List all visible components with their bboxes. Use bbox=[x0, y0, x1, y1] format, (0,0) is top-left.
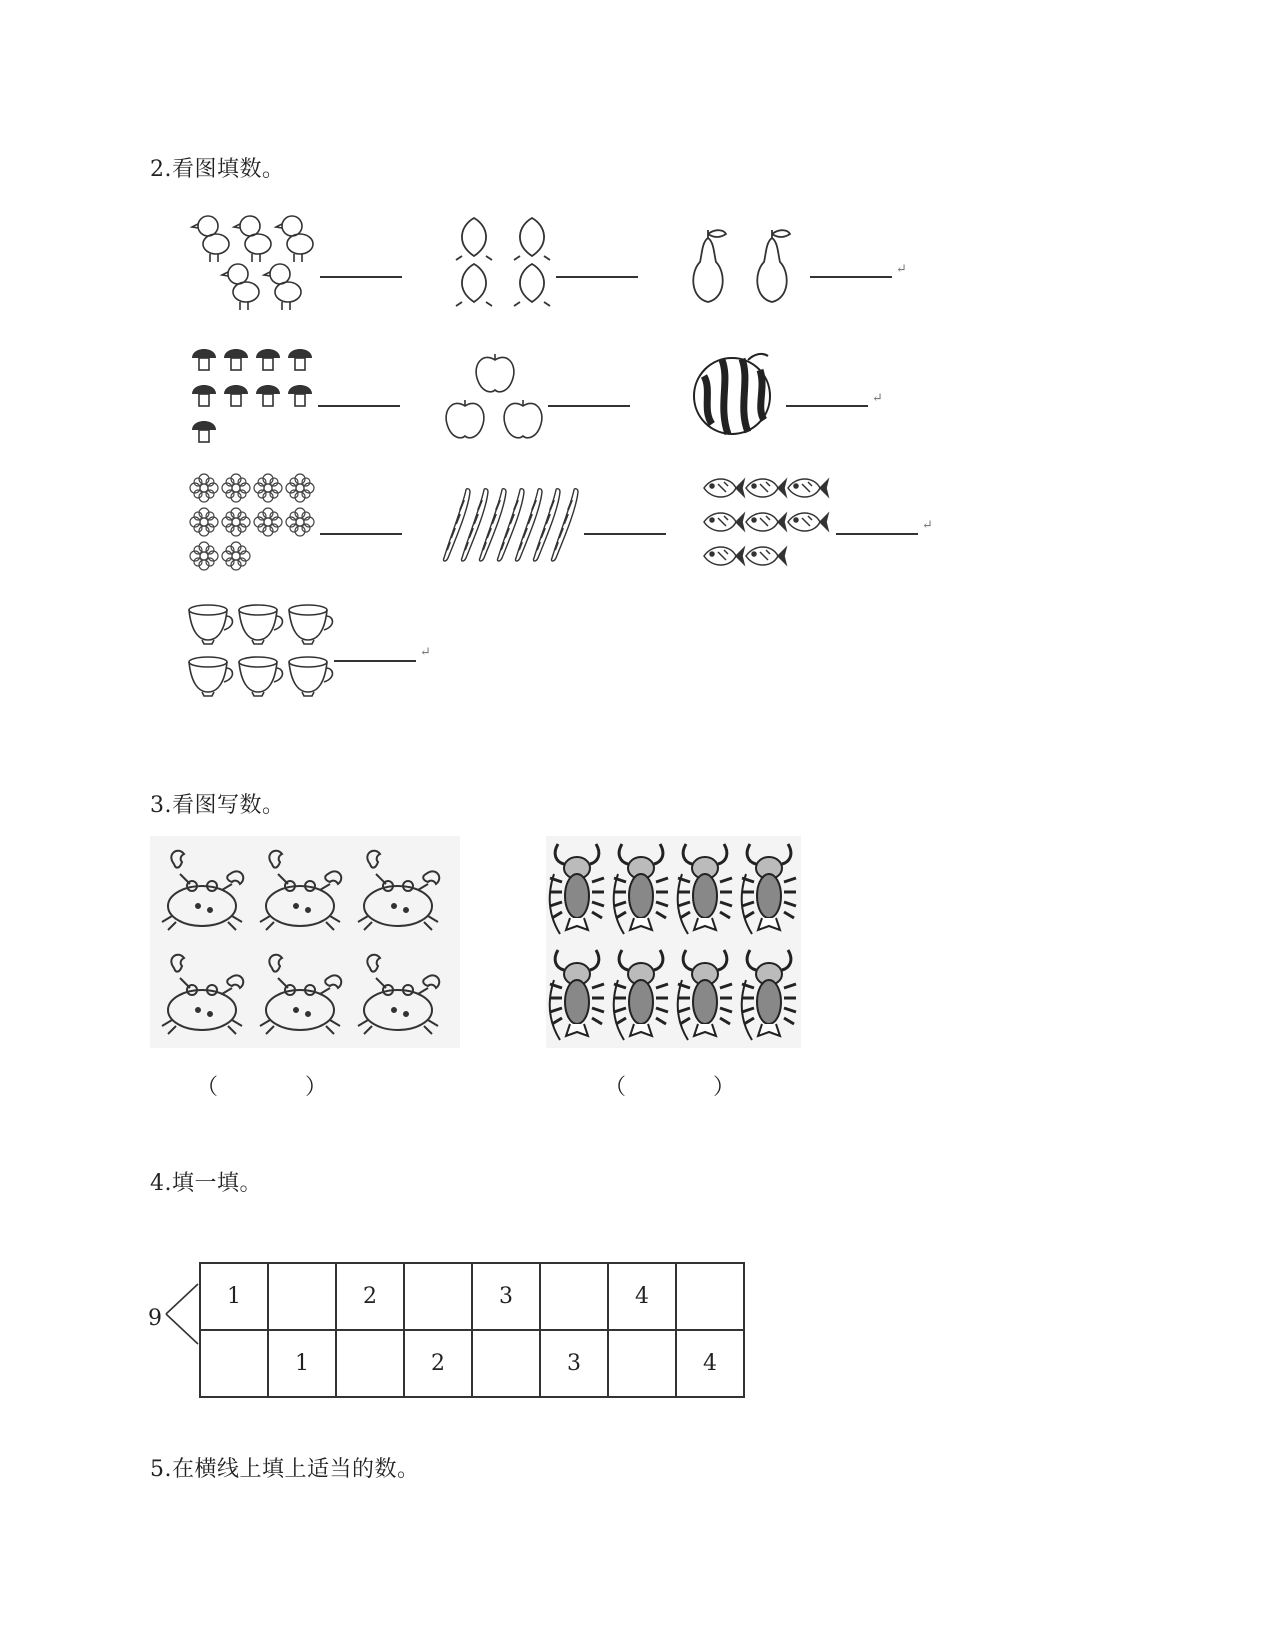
grid-cell[interactable]: 1 bbox=[200, 1263, 268, 1330]
return-mark: ↵ bbox=[896, 262, 907, 277]
flower-icon bbox=[190, 542, 218, 570]
fish-icon bbox=[788, 479, 828, 497]
mushroom-icon bbox=[256, 349, 280, 370]
apple-icon bbox=[476, 354, 514, 392]
chick-group bbox=[190, 210, 325, 310]
flower-group bbox=[190, 474, 320, 574]
mushroom-icon bbox=[288, 349, 312, 370]
answer-blank[interactable] bbox=[320, 276, 402, 278]
grid-cell[interactable]: 3 bbox=[472, 1263, 540, 1330]
question-4-title: 4.填一填。 bbox=[150, 1171, 262, 1196]
fish-icon bbox=[746, 547, 786, 565]
fish-icon bbox=[746, 513, 786, 531]
grid-cell[interactable]: 2 bbox=[336, 1263, 404, 1330]
peach-group bbox=[452, 214, 552, 309]
return-mark: ↵ bbox=[922, 518, 933, 533]
answer-blank[interactable] bbox=[548, 405, 630, 407]
grid-cell[interactable] bbox=[404, 1263, 472, 1330]
answer-blank[interactable] bbox=[786, 405, 868, 407]
grid-cell[interactable] bbox=[472, 1330, 540, 1397]
fish-icon bbox=[704, 547, 744, 565]
watermelon-group bbox=[692, 350, 782, 440]
mushroom-icon bbox=[288, 385, 312, 406]
grid-cell[interactable] bbox=[540, 1263, 608, 1330]
peach-icon bbox=[456, 218, 492, 260]
answer-paren-left: （ bbox=[604, 1075, 627, 1100]
pear-icon bbox=[693, 230, 726, 302]
grid-cell[interactable]: 4 bbox=[608, 1263, 676, 1330]
pear-group bbox=[686, 228, 806, 308]
fish-icon bbox=[704, 513, 744, 531]
grid-cell[interactable] bbox=[200, 1330, 268, 1397]
grid-row-bottom bbox=[200, 1330, 744, 1397]
bean-pod-group bbox=[440, 488, 585, 563]
answer-blank[interactable] bbox=[810, 276, 892, 278]
shrimp-answer-box[interactable] bbox=[633, 1068, 718, 1098]
pear-icon bbox=[757, 230, 790, 302]
chick-icon bbox=[192, 216, 229, 262]
fish-group bbox=[700, 474, 830, 574]
watermelon-icon bbox=[694, 354, 770, 434]
question-5-title: 5.在横线上填上适当的数。 bbox=[150, 1457, 420, 1482]
answer-paren-right: ） bbox=[713, 1075, 736, 1100]
answer-blank[interactable] bbox=[318, 405, 400, 407]
question-3-title: 3.看图写数。 bbox=[150, 793, 285, 818]
decomposition-total: 9 bbox=[148, 1306, 162, 1331]
flower-icon bbox=[286, 508, 314, 536]
mushroom-icon bbox=[192, 421, 216, 442]
answer-blank[interactable] bbox=[836, 533, 918, 535]
grid-cell[interactable]: 1 bbox=[268, 1330, 336, 1397]
mushroom-group bbox=[190, 344, 320, 454]
cup-icon bbox=[189, 657, 233, 696]
grid-cell[interactable] bbox=[268, 1263, 336, 1330]
mushroom-icon bbox=[256, 385, 280, 406]
chick-icon bbox=[276, 216, 313, 262]
mushroom-icon bbox=[192, 349, 216, 370]
flower-icon bbox=[254, 474, 282, 502]
grid-row-top bbox=[200, 1263, 744, 1330]
apple-group bbox=[443, 352, 553, 447]
cup-icon bbox=[239, 657, 283, 696]
mushroom-icon bbox=[192, 385, 216, 406]
grid-cell[interactable]: 3 bbox=[540, 1330, 608, 1397]
grid-cell[interactable]: 4 bbox=[676, 1330, 744, 1397]
mushroom-icon bbox=[224, 385, 248, 406]
crab-group bbox=[150, 836, 460, 1048]
grid-cell[interactable] bbox=[608, 1330, 676, 1397]
flower-icon bbox=[190, 508, 218, 536]
flower-icon bbox=[286, 474, 314, 502]
flower-icon bbox=[254, 508, 282, 536]
grid-cell[interactable] bbox=[676, 1263, 744, 1330]
cup-icon bbox=[239, 605, 283, 644]
chick-icon bbox=[222, 264, 259, 310]
answer-paren-left: （ bbox=[196, 1075, 219, 1100]
shrimp-group bbox=[546, 836, 801, 1048]
chick-icon bbox=[234, 216, 271, 262]
peach-icon bbox=[514, 218, 550, 260]
decomposition-branches bbox=[162, 1280, 202, 1348]
grid-cell[interactable] bbox=[336, 1330, 404, 1397]
answer-blank[interactable] bbox=[584, 533, 666, 535]
flower-icon bbox=[222, 542, 250, 570]
flower-icon bbox=[190, 474, 218, 502]
apple-icon bbox=[446, 400, 484, 438]
apple-icon bbox=[504, 400, 542, 438]
chick-icon bbox=[264, 264, 301, 310]
answer-blank[interactable] bbox=[320, 533, 402, 535]
decomposition-grid bbox=[199, 1262, 745, 1398]
cup-group bbox=[188, 604, 338, 704]
flower-icon bbox=[222, 508, 250, 536]
crab-answer-box[interactable] bbox=[225, 1068, 310, 1098]
cup-icon bbox=[289, 657, 333, 696]
cup-icon bbox=[189, 605, 233, 644]
peach-icon bbox=[456, 264, 492, 306]
peach-icon bbox=[514, 264, 550, 306]
fish-icon bbox=[746, 479, 786, 497]
answer-paren-right: ） bbox=[305, 1075, 328, 1100]
mushroom-icon bbox=[224, 349, 248, 370]
flower-icon bbox=[222, 474, 250, 502]
answer-blank[interactable] bbox=[334, 660, 416, 662]
return-mark: ↵ bbox=[420, 645, 431, 660]
return-mark: ↵ bbox=[872, 391, 883, 406]
fish-icon bbox=[704, 479, 744, 497]
cup-icon bbox=[289, 605, 333, 644]
question-2-title: 2.看图填数。 bbox=[150, 157, 285, 182]
fish-icon bbox=[788, 513, 828, 531]
grid-cell[interactable]: 2 bbox=[404, 1330, 472, 1397]
answer-blank[interactable] bbox=[556, 276, 638, 278]
